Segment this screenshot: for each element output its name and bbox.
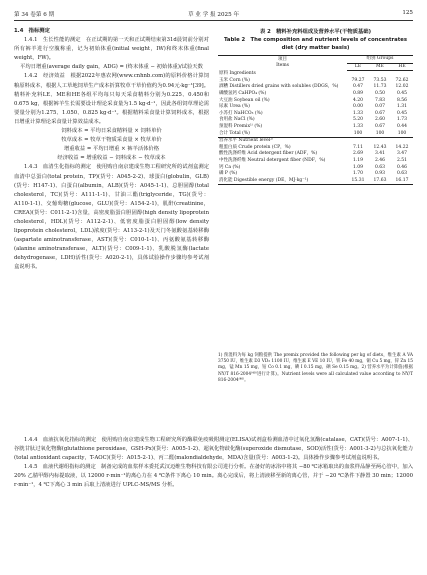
table-caption-cn: 表 2 精料补充料组成及营养水平(干物质基础) xyxy=(259,29,371,35)
row-value: 1.33 xyxy=(352,123,364,129)
row-label: 合计 Total (%) xyxy=(219,130,250,136)
row-value: 1.73 xyxy=(396,117,408,123)
paragraph: 平均日增重(average daily gain，ADG) = (终末体重 − 初始体重)/试验天数 xyxy=(20,64,203,71)
row-value: 7.83 xyxy=(374,97,386,103)
row-value: 2.46 xyxy=(374,157,386,163)
paragraph: 增重收益 = 平均日增重 × 裤羊活体价格 xyxy=(63,146,160,153)
row-value: 0.89 xyxy=(352,90,364,96)
section-row xyxy=(218,138,413,145)
table-row xyxy=(218,171,413,178)
row-value: 0.63 xyxy=(396,171,408,177)
paragraph: 经济收益 = 增重收益 − 饲料成本 − 牧草成本 xyxy=(57,155,166,162)
header-journal: 草 业 学 报 2025 年 xyxy=(187,12,240,18)
row-value: 0.67 xyxy=(374,110,386,116)
row-value: 4.20 xyxy=(352,97,364,103)
table-caption-en-2: diet (dry matter basis) xyxy=(281,45,350,51)
row-value: 0.93 xyxy=(374,171,386,177)
row-label: 钙 Ca (%) xyxy=(219,164,241,170)
row-value: 8.56 xyxy=(396,97,408,103)
row-value: 17.63 xyxy=(369,178,391,185)
row-value: 0.45 xyxy=(396,110,408,116)
col-le: LE xyxy=(347,63,369,71)
row-value: 7.11 xyxy=(352,144,364,150)
groups-header: 组别 Groups xyxy=(347,56,413,64)
row-value: 1.31 xyxy=(396,104,408,110)
running-header xyxy=(14,8,413,20)
row-label: 消化能 Digestible energy (DE，MJ·kg⁻¹) xyxy=(218,178,347,185)
paragraph: 牧草成本 = 牧草干物质采食量 × 牧草单价 xyxy=(61,137,162,144)
row-value: 16.17 xyxy=(391,178,413,185)
composition-table xyxy=(218,55,413,185)
table-row xyxy=(218,91,413,98)
row-value: 1.19 xyxy=(352,157,364,163)
table-row xyxy=(218,117,413,124)
row-value: 0.45 xyxy=(396,90,408,96)
row-value: 2.51 xyxy=(396,157,408,163)
header-rule xyxy=(14,20,413,21)
table-row xyxy=(218,158,413,165)
row-value: 3.41 xyxy=(374,151,386,157)
row-label: 酸性洗涤纤维 Acid detergent fiber (ADF，%) xyxy=(219,151,318,157)
row-label: 磷 P (%) xyxy=(219,171,238,177)
paragraph: 1.4.1 生长性能的测定 在正试期的第一天和正试期结束第31d晨饲前分别对所有裤羊进行空腹称重，记为初始体重(initial weight，IW)和终末体重(final weight，FW)。 xyxy=(14,37,209,62)
row-value: 100 xyxy=(353,130,363,136)
row-value: 14.22 xyxy=(395,144,409,150)
table-row xyxy=(218,124,413,131)
row-label: 食用盐 NaCl (%) xyxy=(219,117,255,123)
table-row xyxy=(218,84,413,91)
row-label: 尿素 Urea (%) xyxy=(219,104,250,110)
col-me: ME xyxy=(369,63,391,71)
table-row xyxy=(218,131,413,138)
row-value: 5.20 xyxy=(352,117,364,123)
row-value: 1.09 xyxy=(352,164,364,170)
row-label: 小苏打 NaHCO₃ (%) xyxy=(219,110,263,116)
row-value: 0.44 xyxy=(396,123,408,129)
row-value: 73.53 xyxy=(373,77,387,83)
section-label: 原料 Ingredients xyxy=(219,71,256,77)
items-header: 项目 Items xyxy=(218,56,347,71)
bottom-paragraphs xyxy=(14,436,413,491)
paragraph: 1.4.5 血液代谢组指标的测定 制备完成的血浆样本委托武汉迈维生物科技有限公司进行分析。在备好的冰浴中将其 −80 ℃冰箱取出的血浆样品静至两心管中，加入 20% 乙腈甲醇内标提取液，以 12000 r·min⁻¹的离心力在 4 ℃条件下离心 10 min。离心完成后，将上清液移至新的离心管，并于 −20 ℃条件下静置 30 min；12000 r·min⁻¹，4 ℃下离心 3 min 后取上清液进行 UPLC-MS/MS 分析。 xyxy=(14,464,413,489)
row-value: 0.63 xyxy=(374,164,386,170)
row-value: 100 xyxy=(375,130,385,136)
paragraph: 饲料成本 = 平均日采食精料量 × 饲料单价 xyxy=(61,128,162,135)
section-label: 营养水平 Nutrient level²⁾ xyxy=(218,138,413,145)
row-value: 2.69 xyxy=(352,151,364,157)
row-value: 11.73 xyxy=(373,84,387,90)
row-value: 72.62 xyxy=(395,77,409,83)
paragraph: 1.4 指标测定 xyxy=(14,28,50,34)
row-value: 0.07 xyxy=(374,104,386,110)
table-note: 1) 预混料为每 kg 饲粮提供 The premix provided the following per kg of diets，维生素 A VA 3750 IU，维生素 D3 VD₃ 1100 IU，维生素 E VE 10 IU，铁 Fe 40 mg，铜 Cu 5 mg，锌 Zn 15 mg，锰 Mn 15 mg，钴 Co 0.1 mg，碘 I 0.15 mg，硒 Se 0.15 mg。2) 营养水平为计算值(根据 NY/T 816-2004⁽⁴⁰⁾进行计算)。Nutrient levels were all calculated value according to NY/T 816-2004⁽⁴⁰⁾。 xyxy=(218,353,413,383)
row-value: 3.47 xyxy=(396,151,408,157)
row-label: 预混料 Premix¹⁾ (%) xyxy=(219,123,263,129)
row-value: 1.33 xyxy=(352,110,364,116)
header-page-number: 125 xyxy=(402,10,413,16)
row-label: 中性洗涤纤维 Neutral detergent fiber (NDF，%) xyxy=(219,157,326,163)
row-value: 12.43 xyxy=(373,144,387,150)
row-value: 12.02 xyxy=(395,84,409,90)
section-row xyxy=(218,71,413,78)
left-column xyxy=(14,27,209,273)
header-volume: 第 34 卷第 6 期 xyxy=(14,12,55,18)
paragraph: 1.4.3 血清生化指标的测定 使用购自南京建成生物工程研究所的试剂盒测定血清中总蛋白(total protein，TP)(货号：A045-2-2)、球蛋白(globulin，GLB)(货号：H147-1)、白蛋白(albumin，ALB)(货号：A045-1-1)、总胆固醇(total cholesterol，TC)(货号：A111-1-1)、甘油三酯(triglyceride，TG)(货号：A110-1-1)、交葡萄糖(glucose，GLU)(货号：A154-2-1)，肌酐(creatinine，CREA)(货号：C011-2-1)含量，高密度脂蛋白胆固醇(high density lipoprotein cholesterol，HDL)(货号：A112-2-1)、低密度脂蛋白胆固醇(low density lipoprotein cholesterol，LDL)浓度(货号：A113-2-1)及天门冬氨酸氨基转移酶(aspartate aminotransferase，AST)(货号：C010-1-1)、丙氨酸氨基转移酶(alanine aminotransferase，ALT)(货号：C009-1-1)、乳酸脱氢酶(lactate dehydrogenase，LDH)活性(货号：A020-2-1)，具体试验操作步骤均参考试剂盒说明书。 xyxy=(14,164,209,271)
row-label: 大豆油 Soybean oil (%) xyxy=(219,97,270,103)
row-value: 100 xyxy=(397,130,407,136)
row-value: 0.47 xyxy=(352,84,364,90)
table-caption xyxy=(218,28,413,52)
table-caption-en-1: Table 2 The composition and nutrient levels of concentrates xyxy=(224,37,407,43)
row-label: 粗蛋白质 Crude protein (CP，%) xyxy=(219,144,291,150)
row-value: 0.00 xyxy=(352,104,364,110)
table-row xyxy=(218,178,413,185)
paragraph: 1.4.4 血液抗氧化指标的测定 使用购自南京建成生物工程研究所的酶联免疫吸附测定(ELISA)试剂盒检测血清中过氧化氢酶(catalase，CAT)(货号：A007-1-1)、谷胱甘肽过氧化物酶(glutathione peroxidase，GSH-Px)(货号：A005-1-2)、超氧化物歧化酶(superoxide dismutase，SOD)活性(货号：A001-3-2)与总抗氧化能力(total antioxidant capacity，T-AOC)(货号：A015-2-1)、丙二醛(malondialdehyde，MDA)含量(货号：A003-1-2)。具体操作步骤参考试剂盒说明书。 xyxy=(14,437,413,462)
row-value: 0.46 xyxy=(396,164,408,170)
row-value: 2.60 xyxy=(374,117,386,123)
table-row xyxy=(218,151,413,158)
row-value: 15.31 xyxy=(347,178,369,185)
row-value: 0.50 xyxy=(374,90,386,96)
row-value: 1.70 xyxy=(352,171,364,177)
paragraph: 1.4.2 经济效益 根据2022年惠农网(www.cnhnb.com)的原料价格计算饲粮原料成本，根据人工草地饲草生产成本折算牧草干草价值约为0.94元·kg⁻¹[39]。精料补充料LE、ME和HE各组平均每只每天采食精料分别为0.225、0.450和0.675 kg，根据裤羊生长需要设计理论采食量为1.5 kg·d⁻¹，因此各组饲草理论需要量分别为1.275、1.050、0.825 kg·d⁻¹。根据精料采食量计算饲料成本，根据日增重计算理论采食量计算效益成本。 xyxy=(14,73,209,125)
row-label: 酒糟 Distillers dried grains with solubles (DDGS，%) xyxy=(219,84,339,90)
col-he: HE xyxy=(391,63,413,71)
row-value: 0.67 xyxy=(374,123,386,129)
row-label: 磷酸氢钙 CaHPO₄ (%) xyxy=(219,90,267,96)
row-label: 玉米 Corn (%) xyxy=(219,77,250,83)
row-value: 79.27 xyxy=(351,77,365,83)
table-row xyxy=(218,104,413,111)
